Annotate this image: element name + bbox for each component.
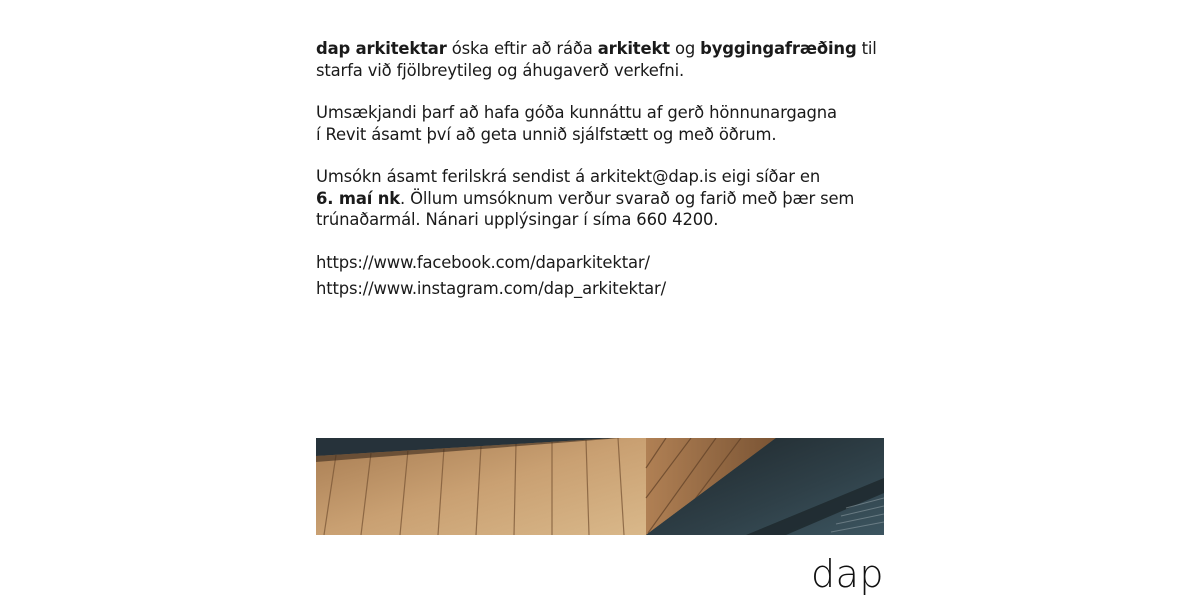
wooden-ceiling-photo (316, 438, 884, 535)
facebook-link[interactable]: https://www.facebook.com/daparkitektar/ (316, 252, 650, 272)
application-line-1: Umsókn ásamt ferilskrá sendist á arkitekt@dap.is eigi síðar en (316, 167, 821, 186)
instagram-link[interactable]: https://www.instagram.com/dap_arkitektar/ (316, 279, 666, 298)
requirements-line-1: Umsækjandi þarf að hafa góða kunnáttu af gerð hönnunargagna (316, 103, 837, 122)
job-ad (316, 38, 896, 305)
application-paragraph (316, 166, 896, 231)
requirements-line-2: í Revit ásamt því að geta unnið sjálfstætt og með öðrum. (316, 124, 777, 144)
intro-text-2: og (669, 39, 701, 58)
application-line-3: trúnaðarmál. Nánari upplýsingar í síma 660 4200. (316, 210, 719, 229)
social-links (316, 252, 896, 300)
company-name: dap arkitektar (316, 39, 447, 58)
role-engineer: byggingafræðing (700, 39, 857, 58)
application-line-2: . Öllum umsóknum verður svarað og farið með þær sem (400, 188, 855, 208)
deadline: 6. maí nk (316, 188, 401, 208)
requirements-paragraph (316, 102, 896, 145)
intro-text-4: starfa við fjölbreytileg og áhugaverð verkefni. (316, 60, 685, 80)
intro-paragraph (316, 38, 896, 81)
dap-logo: dap (810, 552, 884, 596)
role-architect: arkitekt (597, 39, 670, 58)
intro-text-3: til (856, 39, 877, 58)
intro-text-1: óska eftir að ráða (446, 39, 598, 58)
